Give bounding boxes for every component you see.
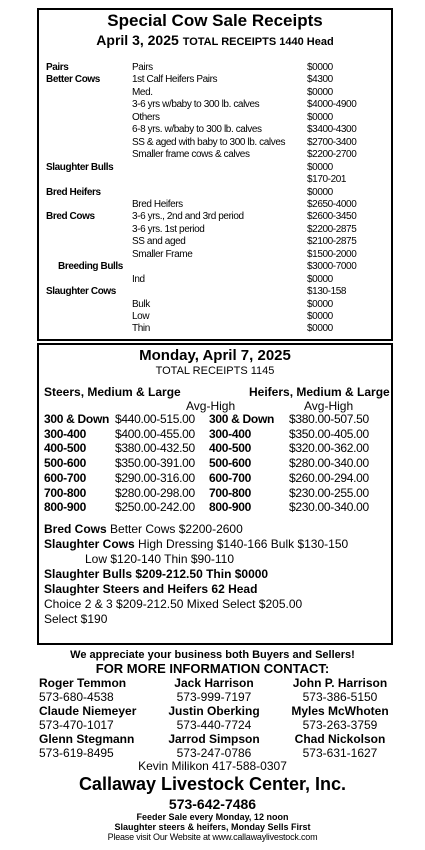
heifer-weight: 800-900 (209, 500, 251, 515)
receipt-row (39, 149, 391, 160)
receipt-description: Smaller Frame (132, 248, 193, 260)
contact-phone: 573-619-8495 (39, 746, 114, 760)
receipt-price: $3400-4300 (307, 124, 357, 136)
heifers-header: Heifers, Medium & Large (249, 385, 390, 399)
receipt-description: Med. (132, 86, 153, 98)
receipt-category: Bred Cows (46, 211, 95, 223)
steer-weight: 300 & Down (44, 412, 110, 426)
receipt-row (39, 249, 391, 260)
contact-phone: 573-631-1627 (302, 746, 378, 760)
receipt-category: Pairs (46, 62, 69, 73)
slaughter-bulls-line: Slaughter Bulls $209-212.50 Thin $0000 (44, 567, 269, 581)
receipt-row (39, 174, 391, 185)
contact-phone: 573-440-7724 (176, 718, 252, 732)
contact-name: Jack Harrison (174, 676, 254, 690)
receipt-price: $0000 (307, 161, 333, 173)
contact-name: Jarrod Simpson (168, 732, 260, 746)
feeder-note: Feeder Sale every Monday, 12 noon (136, 812, 289, 822)
contact-name: Claude Niemeyer (39, 704, 137, 718)
steer-price: $250.00-242.00 (115, 500, 195, 515)
contact-phone: 573-263-3759 (302, 718, 378, 732)
receipt-price: $4300 (307, 74, 333, 86)
bred-cows-label: Bred Cows (44, 522, 107, 536)
receipt-price: $0000 (307, 86, 333, 98)
steers-header: Steers, Medium & Large (44, 385, 181, 399)
price-row (39, 487, 391, 500)
receipt-description: Low (132, 311, 150, 322)
contact-name: Myles McWhoten (291, 704, 389, 718)
receipt-description: 3-6 yrs w/baby to 300 lb. calves (132, 99, 260, 111)
receipt-row (39, 112, 391, 123)
receipts-date: April 3, 2025 (96, 32, 179, 48)
receipt-row (39, 211, 391, 222)
heifer-weight: 300-400 (209, 426, 251, 441)
receipt-description: 1st Calf Heifers Pairs (132, 74, 218, 86)
heifer-weight: 500-600 (209, 456, 251, 471)
receipt-description: Bulk (132, 298, 150, 310)
steer-weight: 300-400 (44, 426, 86, 441)
receipt-price: $2650-4000 (307, 198, 357, 210)
receipt-description: Bred Heifers (132, 198, 183, 210)
receipt-price: $0000 (307, 186, 333, 198)
price-row (39, 428, 391, 441)
heifer-price: $280.00-340.00 (289, 456, 369, 471)
receipt-row (39, 274, 391, 285)
receipts-total: TOTAL RECEIPTS 1440 Head (182, 36, 334, 48)
steer-weight: 800-900 (44, 500, 86, 515)
slaughter-cows-line (44, 538, 348, 551)
receipt-price: $0000 (307, 62, 333, 73)
steer-weight: 400-500 (44, 441, 86, 456)
receipt-row (39, 162, 391, 173)
steer-price: $290.00-316.00 (115, 470, 195, 485)
contact-name: John P. Harrison (292, 676, 388, 690)
heifer-weight: 600-700 (209, 470, 251, 485)
receipt-price: $0000 (307, 111, 333, 123)
receipt-row (39, 311, 391, 322)
contact-phone: 573-999-7197 (176, 690, 252, 704)
receipt-price: $2600-3450 (307, 211, 357, 223)
special-cow-sale-box (37, 8, 393, 341)
steer-price: $350.00-391.00 (115, 456, 195, 471)
receipt-row (39, 74, 391, 85)
monday-sale-box (37, 343, 393, 645)
contact-name: Justin Oberking (168, 704, 260, 718)
more-info-line: FOR MORE INFORMATION CONTACT: (95, 661, 330, 676)
steer-price: $380.00-432.50 (115, 441, 195, 456)
receipt-description: 6-8 yrs. w/baby to 300 lb. calves (132, 124, 262, 136)
receipt-row (39, 323, 391, 334)
steers-avg-high: Avg-High (186, 399, 236, 413)
heifer-price: $320.00-362.00 (289, 441, 369, 456)
company-phone: 573-642-7486 (168, 796, 257, 812)
heifer-price: $230.00-255.00 (289, 485, 369, 500)
receipt-price: $4000-4900 (307, 99, 357, 111)
kevin-line: Kevin Milikon 417-588-0307 (138, 759, 287, 773)
receipt-description: Others (132, 111, 160, 123)
receipt-description: SS & aged with baby to 300 lb. calves (132, 136, 286, 148)
receipt-price: $3000-7000 (307, 261, 357, 273)
contact-phone: 573-470-1017 (39, 718, 114, 732)
price-row (39, 457, 391, 470)
receipt-price: $0000 (307, 311, 333, 322)
steers-heifers-line: Slaughter Steers and Heifers 62 Head (44, 582, 258, 596)
receipt-row (39, 261, 391, 272)
company-name: Callaway Livestock Center, Inc. (78, 774, 347, 794)
contact-name: Chad Nickolson (294, 732, 386, 746)
receipt-row (39, 124, 391, 135)
price-row (39, 472, 391, 485)
receipt-row (39, 286, 391, 297)
receipt-price: $2200-2875 (307, 223, 357, 235)
price-row (39, 501, 391, 514)
appreciate-line: We appreciate your business both Buyers and Sellers! (70, 649, 355, 661)
receipt-price: $1500-2000 (307, 248, 357, 260)
heifer-weight: 700-800 (209, 485, 251, 500)
heifer-weight: 400-500 (209, 441, 251, 456)
receipt-row (39, 87, 391, 98)
receipt-category: Slaughter Bulls (46, 161, 114, 173)
bred-cows-text: Better Cows $2200-2600 (110, 522, 243, 536)
monday-title: Monday, April 7, 2025 (139, 347, 291, 364)
slaughter-cows-text: High Dressing $140-166 Bulk $130-150 (138, 537, 349, 551)
contact-name: Roger Temmon (39, 676, 127, 690)
steer-weight: 600-700 (44, 470, 86, 485)
receipt-description: 3-6 yrs., 2nd and 3rd period (132, 211, 244, 223)
receipt-description: SS and aged (132, 236, 186, 248)
receipt-category: Slaughter Cows (46, 286, 116, 298)
receipt-row (39, 299, 391, 310)
receipt-price: $2100-2875 (307, 236, 357, 248)
receipt-price: $130-158 (307, 286, 347, 298)
select-line: Select $190 (44, 612, 108, 626)
heifer-weight: 300 & Down (209, 412, 275, 426)
receipt-price: $2700-3400 (307, 136, 357, 148)
receipt-row (39, 187, 391, 198)
heifers-avg-high: Avg-High (304, 399, 354, 413)
receipt-price: $2200-2700 (307, 149, 357, 161)
receipt-description: Ind (132, 273, 145, 285)
heifer-price: $260.00-294.00 (289, 470, 369, 485)
contact-phone: 573-247-0786 (176, 746, 252, 760)
monday-total: TOTAL RECEIPTS 1145 (155, 365, 275, 377)
steer-weight: 500-600 (44, 456, 86, 471)
contact-name: Glenn Stegmann (39, 732, 135, 746)
choice-line: Choice 2 & 3 $209-212.50 Mixed Select $205.00 (44, 597, 303, 611)
receipt-row (39, 199, 391, 210)
price-row (39, 413, 391, 426)
website-note: Please visit Our Website at www.callawaylivestock.com (107, 832, 318, 842)
contact-phone: 573-386-5150 (302, 690, 378, 704)
receipt-category: Breeding Bulls (58, 261, 123, 273)
slaughter-note: Slaughter steers & heifers, Monday Sells First (114, 822, 311, 832)
receipt-row (39, 99, 391, 110)
receipt-price: $0000 (307, 298, 333, 310)
receipt-description: 3-6 yrs. 1st period (132, 223, 205, 235)
receipt-price: $170-201 (307, 174, 347, 186)
heifer-price: $350.00-405.00 (289, 426, 369, 441)
steer-price: $400.00-455.00 (115, 426, 195, 441)
steer-weight: 700-800 (44, 485, 86, 500)
receipt-description: Pairs (132, 62, 153, 73)
heifer-price: $230.00-340.00 (289, 500, 369, 515)
contact-phone: 573-680-4538 (39, 690, 114, 704)
heifer-price: $380.00-507.50 (289, 412, 369, 426)
receipt-row (39, 224, 391, 235)
receipts-date-line (39, 32, 391, 48)
receipt-category: Better Cows (46, 74, 100, 86)
receipt-category: Bred Heifers (46, 186, 101, 198)
receipt-row (39, 137, 391, 148)
receipts-title: Special Cow Sale Receipts (107, 11, 323, 30)
receipt-description: Smaller frame cows & calves (132, 149, 250, 161)
slaughter-cows-label: Slaughter Cows (44, 537, 135, 551)
slaughter-cows-line2: Low $120-140 Thin $90-110 (85, 552, 235, 566)
receipt-row (39, 62, 391, 73)
receipt-description: Thin (132, 323, 150, 335)
receipt-row (39, 236, 391, 247)
price-row (39, 442, 391, 455)
steer-price: $440.00-515.00 (115, 412, 195, 426)
steer-price: $280.00-298.00 (115, 485, 195, 500)
bred-cows-line (44, 523, 243, 536)
receipt-price: $0000 (307, 273, 333, 285)
receipt-price: $0000 (307, 323, 333, 335)
